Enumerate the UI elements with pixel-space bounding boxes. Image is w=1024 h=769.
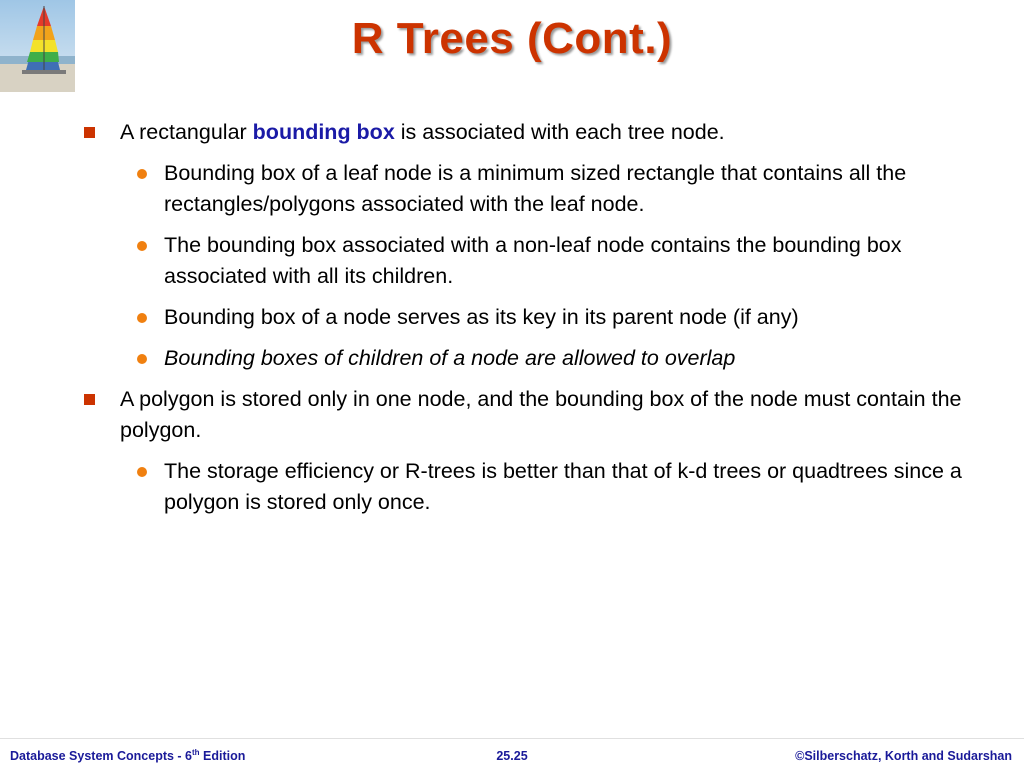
round-bullet-icon (137, 354, 147, 364)
subbullet-text: The storage efficiency or R-trees is better than that of k-d trees or quadtrees since a polygon is stored only once. (164, 459, 962, 514)
round-bullet-icon (137, 241, 147, 251)
bullet-level2 (84, 230, 984, 292)
subbullet-text: Bounding box of a node serves as its key in its parent node (if any) (164, 305, 799, 329)
square-bullet-icon (84, 127, 95, 138)
bullet-text: A polygon is stored only in one node, and the bounding box of the node must contain the polygon. (120, 387, 962, 442)
footer-page-number: 25.25 (496, 749, 528, 763)
bullet-level1 (84, 384, 984, 446)
footer-edition-sup: th (192, 747, 200, 757)
bullet-level2 (84, 456, 984, 518)
slide-footer (0, 738, 1024, 769)
round-bullet-icon (137, 169, 147, 179)
round-bullet-icon (137, 313, 147, 323)
bullet-level1 (84, 117, 984, 148)
footer-copyright: ©Silberschatz, Korth and Sudarshan (795, 749, 1012, 763)
subbullet-text-italic: Bounding boxes of children of a node are allowed to overlap (164, 346, 736, 370)
keyword-bounding-box: bounding box (252, 120, 395, 144)
bullet-level2 (84, 158, 984, 220)
square-bullet-icon (84, 394, 95, 405)
round-bullet-icon (137, 467, 147, 477)
bullet-level2 (84, 302, 984, 333)
slide-body (84, 117, 984, 528)
subbullet-text: The bounding box associated with a non-leaf node contains the bounding box associated with all its children. (164, 233, 902, 288)
subbullet-text: Bounding box of a leaf node is a minimum sized rectangle that contains all the rectangles/polygons associated with the leaf node. (164, 161, 907, 216)
footer-edition-word: Edition (199, 749, 246, 763)
slide-title: R Trees (Cont.) (351, 14, 673, 63)
bullet-text-suffix: is associated with each tree node. (394, 120, 725, 144)
bullet-level2 (84, 343, 984, 374)
footer-book: Database System Concepts - 6 (10, 749, 193, 763)
bullet-text-prefix: A rectangular (120, 120, 253, 144)
